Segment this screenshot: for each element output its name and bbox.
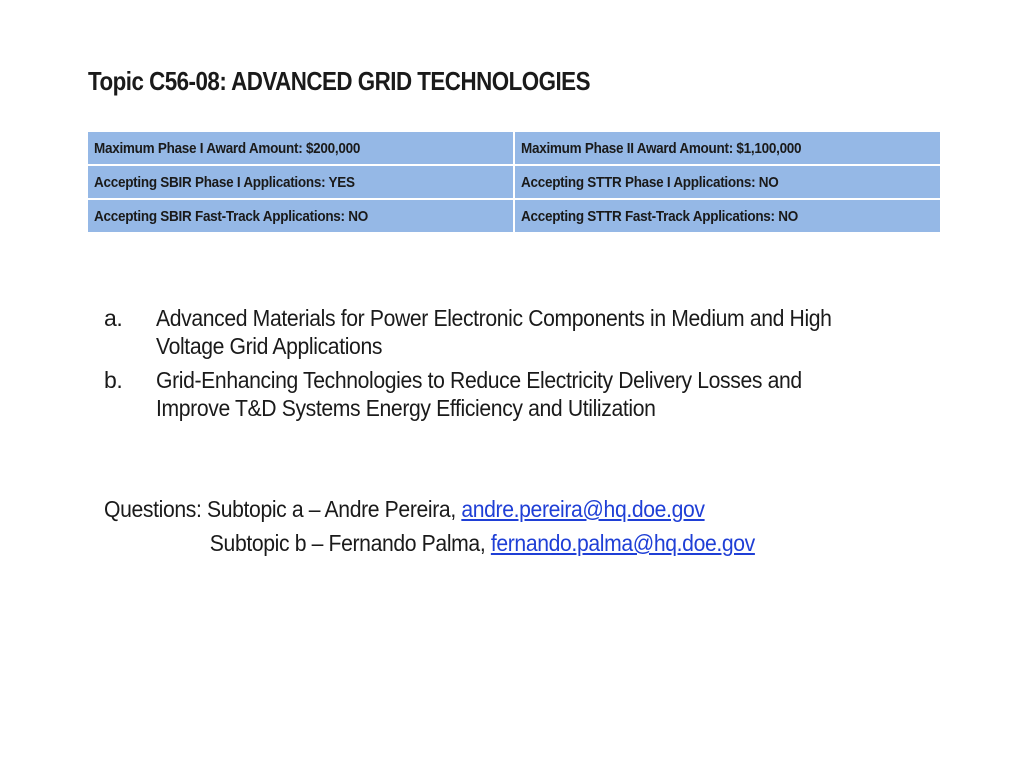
subtopic-list — [104, 304, 944, 428]
subtopic-text: Advanced Materials for Power Electronic Components in Medium and High Voltage Grid Applications — [156, 305, 832, 359]
question-label-a: Questions: Subtopic a – Andre Pereira, — [104, 496, 462, 522]
sbir-fasttrack-status: Accepting SBIR Fast-Track Applications: NO — [94, 207, 368, 225]
table-row — [87, 199, 941, 233]
list-item — [104, 366, 944, 422]
table-cell — [514, 165, 941, 199]
questions-section — [104, 492, 812, 560]
email-link-andre-pereira[interactable]: andre.pereira@hq.doe.gov — [461, 496, 705, 522]
table-row — [87, 131, 941, 165]
sbir-phase1-status: Accepting SBIR Phase I Applications: YES — [94, 173, 355, 191]
table-cell — [514, 131, 941, 165]
award-info-table — [86, 130, 942, 234]
question-line-a — [104, 492, 755, 526]
phase2-award-amount: Maximum Phase II Award Amount: $1,100,000 — [521, 139, 802, 157]
question-label-b: Subtopic b – Fernando Palma, — [209, 530, 491, 556]
list-item — [104, 304, 944, 360]
question-line-b — [104, 526, 755, 560]
sttr-fasttrack-status: Accepting STTR Fast-Track Applications: NO — [521, 207, 798, 225]
subtopic-text: Grid-Enhancing Technologies to Reduce Electricity Delivery Losses and Improve T&D Systems Energy Efficiency and Utilization — [156, 367, 802, 421]
page-title: Topic C56-08: ADVANCED GRID TECHNOLOGIES — [88, 66, 590, 96]
phase1-award-amount: Maximum Phase I Award Amount: $200,000 — [94, 139, 361, 157]
table-cell — [87, 131, 514, 165]
subtopic-marker: a. — [104, 305, 123, 331]
table-cell — [87, 199, 514, 233]
table-row — [87, 165, 941, 199]
table-cell — [87, 165, 514, 199]
table-cell — [514, 199, 941, 233]
subtopic-marker: b. — [104, 367, 123, 393]
sttr-phase1-status: Accepting STTR Phase I Applications: NO — [521, 173, 779, 191]
email-link-fernando-palma[interactable]: fernando.palma@hq.doe.gov — [490, 530, 755, 556]
